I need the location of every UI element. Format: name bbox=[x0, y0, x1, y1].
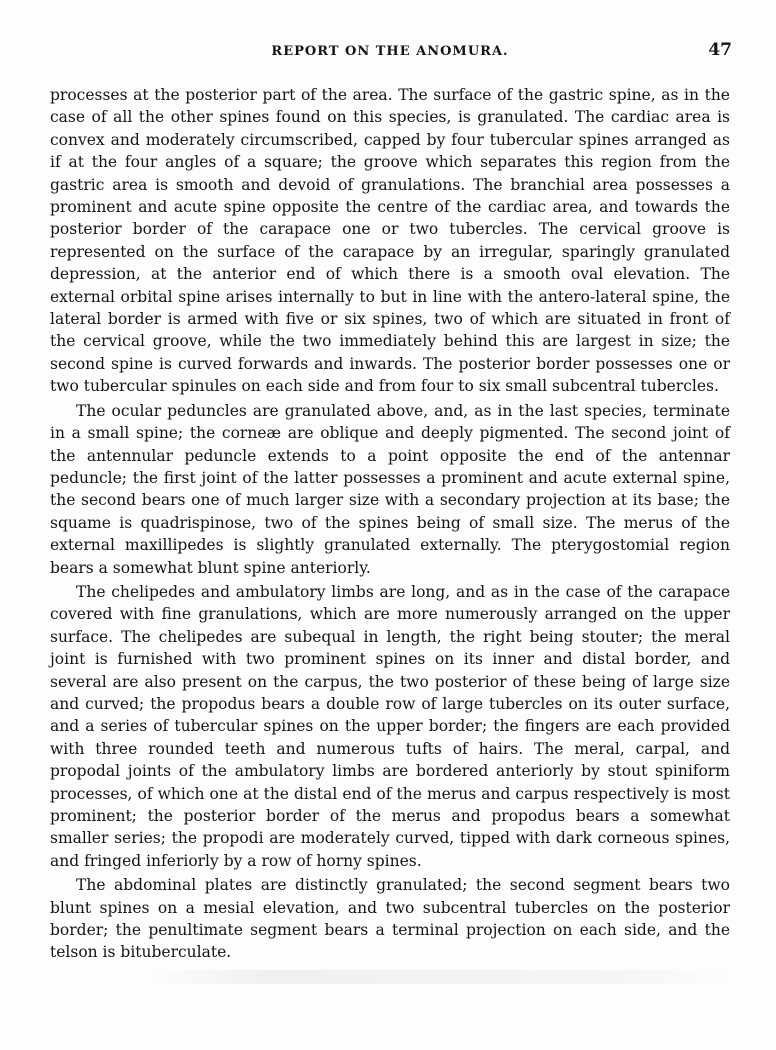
paragraph-peduncles: The ocular peduncles are granulated above, and, as in the last species, terminate in a small spine; the corneæ are oblique and deeply pigmented. The second joint of the antennular peduncle extends to a point opposite the end of the antennar peduncle; the first joint of the latter possesses a prominent and acute external spine, the second bears one of much larger size with a secondary projection at its base; the squame is quadrispinose, two of the spines being of small size. The merus of the external maxillipedes is slightly granulated externally. The pterygostomial region bears a somewhat blunt spine anteriorly. bbox=[50, 401, 730, 577]
show-through-smudge bbox=[150, 970, 730, 984]
body-text bbox=[50, 84, 730, 964]
page-header bbox=[50, 40, 730, 64]
paragraph-abdomen: The abdominal plates are distinctly granulated; the second segment bears two blunt spines on a mesial elevation, and two subcentral tubercles on the posterior border; the penultimate segment bears a terminal projection on each side, and the telson is bituberculate. bbox=[50, 876, 730, 962]
page-number: 47 bbox=[708, 40, 732, 60]
paragraph-carapace: processes at the posterior part of the area. The surface of the gastric spine, as in the case of all the other spines found on this species, is granulated. The cardiac area is convex and moderately circumscribed, capped by four tubercular spines arranged as if at the four angles of a square; the groove which separates this region from the gastric area is smooth and devoid of granulations. The branchial area possesses a prominent and acute spine opposite the centre of the cardiac area, and towards the posterior border of the carapace one or two tubercles. The cervical groove is represented on the surface of the carapace by an irregular, sparingly granulated depression, at the anterior end of which there is a smooth oval elevation. The external orbital spine arises internally to but in line with the antero-lateral spine, the lateral border is armed with five or six spines, two of which are situated in front of the cervical groove, while the two immediately behind this are largest in size; the second spine is curved forwards and inwards. The posterior border possesses one or two tubercular spinules on each side and from four to six small subcentral tubercles. bbox=[50, 86, 730, 396]
running-head: REPORT ON THE ANOMURA. bbox=[271, 44, 509, 59]
paragraph-chelipedes: The chelipedes and ambulatory limbs are long, and as in the case of the carapace covered with fine granulations, which are more numerously arranged on the upper surface. The chelipedes are subequal in length, the right being stouter; the meral joint is furnished with two prominent spines on its inner and distal border, and several are also present on the carpus, the two posterior of these being of large size and curved; the propodus bears a double row of large tubercles on its outer surface, and a series of tubercular spines on the upper border; the fingers are each provided with three rounded teeth and numerous tufts of hairs. The meral, carpal, and propodal joints of the ambulatory limbs are bordered anteriorly by stout spiniform processes, of which one at the distal end of the merus and carpus respectively is most prominent; the posterior border of the merus and propodus bears a somewhat smaller series; the propodi are moderately curved, tipped with dark corneous spines, and fringed inferiorly by a row of horny spines. bbox=[50, 582, 730, 870]
